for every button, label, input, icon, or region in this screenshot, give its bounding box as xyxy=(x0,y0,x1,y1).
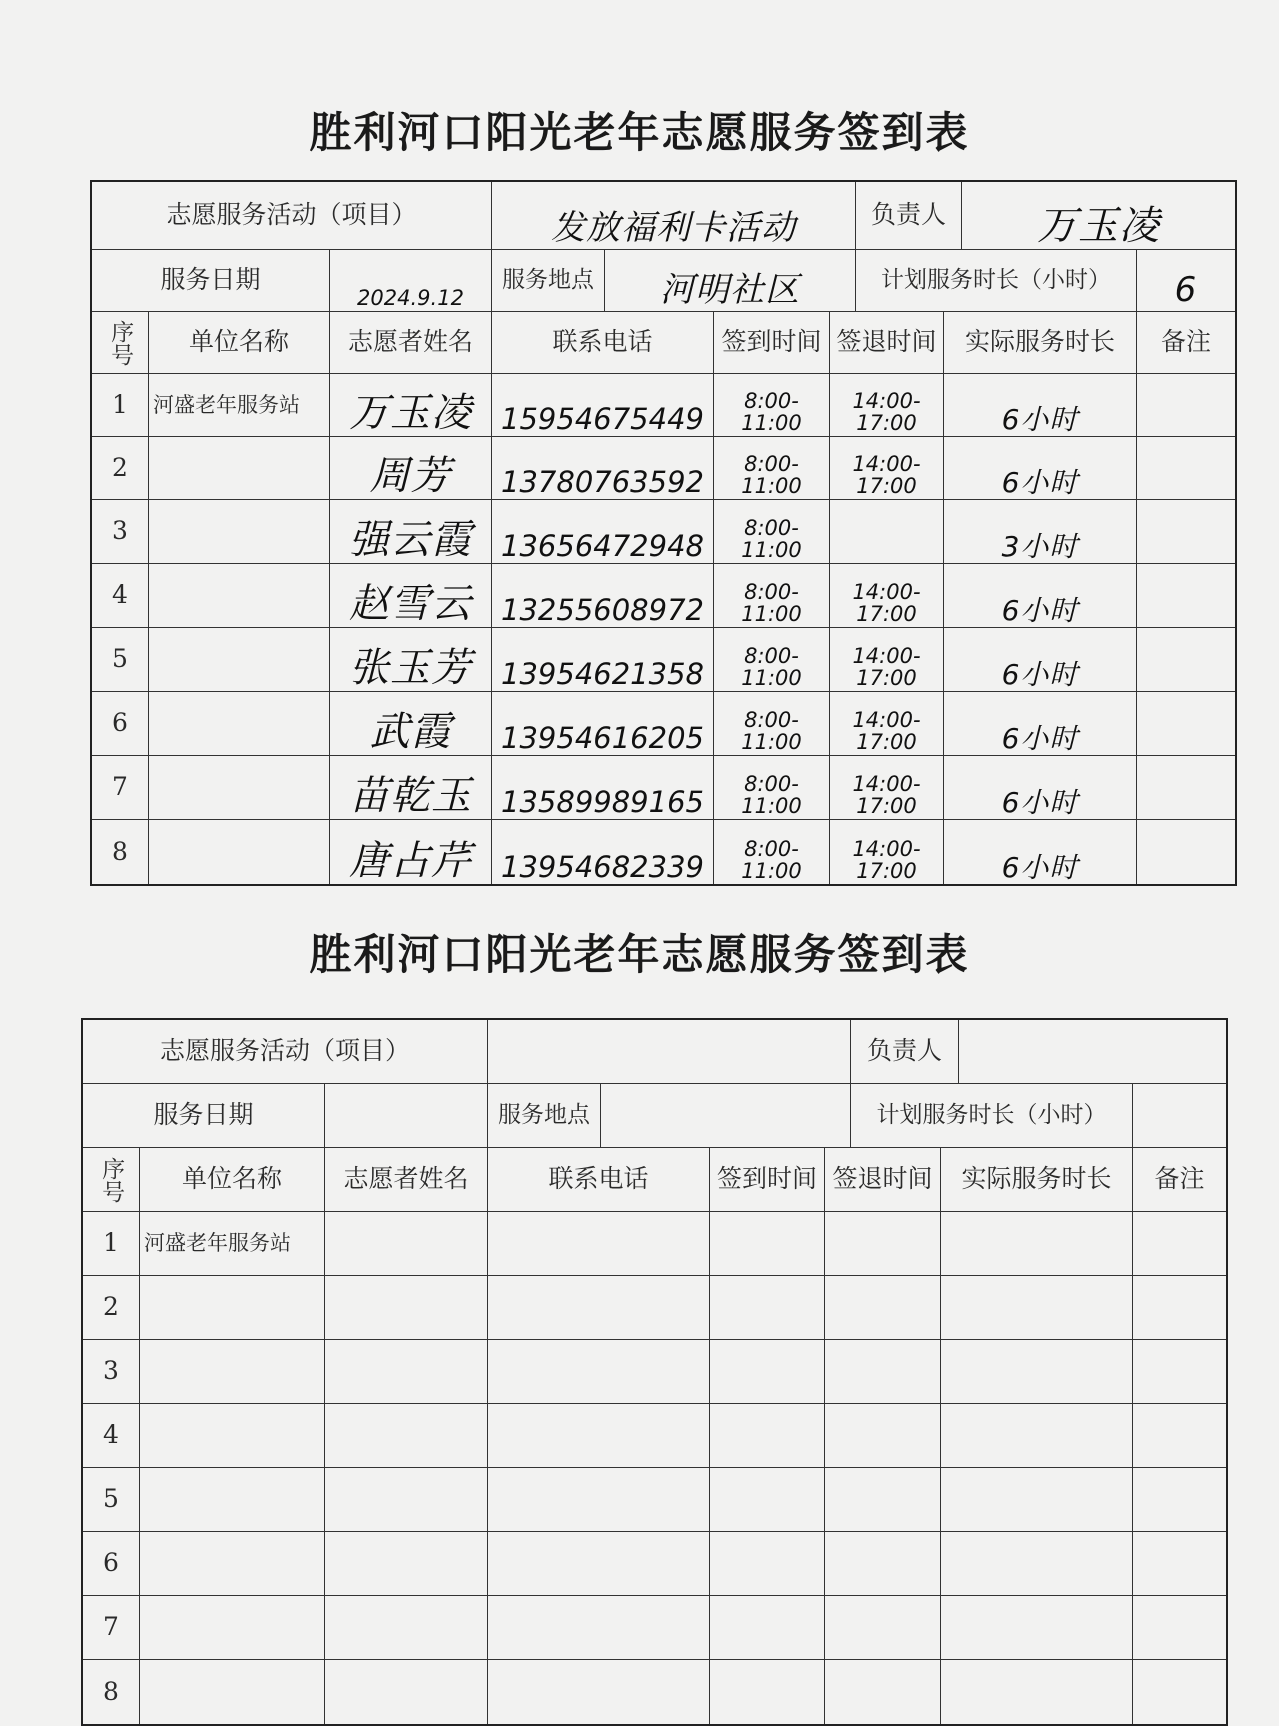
row-5-out[interactable]: 14:00-17:00 xyxy=(830,628,944,692)
row-3-note[interactable] xyxy=(1133,1340,1226,1404)
activity-value[interactable] xyxy=(488,1020,851,1084)
row-3-in[interactable] xyxy=(710,1340,825,1404)
row-5-unit xyxy=(149,628,330,692)
row-4-no: 4 xyxy=(92,564,149,628)
row-3-no: 3 xyxy=(92,500,149,564)
row-5-no: 5 xyxy=(83,1468,140,1532)
header-col-no: 序号 xyxy=(92,312,149,374)
header-col-checkout: 签退时间 xyxy=(825,1148,941,1212)
row-6-out[interactable]: 14:00-17:00 xyxy=(830,692,944,756)
leader-label: 负责人 xyxy=(856,182,962,250)
leader-value[interactable]: 万玉凌 xyxy=(962,182,1235,250)
row-3-out[interactable] xyxy=(830,500,944,564)
row-8-phone[interactable] xyxy=(488,1660,710,1724)
header-col-hours: 实际服务时长 xyxy=(941,1148,1133,1212)
row-4-hours[interactable]: 6小时 xyxy=(944,564,1137,628)
row-7-phone[interactable] xyxy=(488,1596,710,1660)
row-2-in[interactable]: 8:00-11:00 xyxy=(714,437,830,500)
place-value[interactable] xyxy=(601,1084,851,1148)
header-col-name: 志愿者姓名 xyxy=(325,1148,488,1212)
header-col-unit: 单位名称 xyxy=(149,312,330,374)
row-6-note[interactable] xyxy=(1133,1532,1226,1596)
row-2-name[interactable] xyxy=(325,1276,488,1340)
planned-hours-value[interactable]: 6 xyxy=(1137,250,1235,312)
sheet-title: 胜利河口阳光老年志愿服务签到表 xyxy=(309,930,970,979)
leader-value[interactable] xyxy=(959,1020,1226,1084)
row-3-unit xyxy=(140,1340,325,1404)
row-7-name[interactable] xyxy=(325,1596,488,1660)
row-1-name[interactable] xyxy=(325,1212,488,1276)
planned-hours-label: 计划服务时长（小时） xyxy=(856,250,1137,312)
row-6-phone[interactable] xyxy=(488,1532,710,1596)
row-4-unit xyxy=(149,564,330,628)
row-1-no: 1 xyxy=(83,1212,140,1276)
row-3-name[interactable] xyxy=(325,1340,488,1404)
activity-label: 志愿服务活动（项目） xyxy=(83,1020,488,1084)
row-2-hours[interactable] xyxy=(941,1276,1133,1340)
row-2-unit xyxy=(149,437,330,500)
row-1-hours[interactable] xyxy=(941,1212,1133,1276)
row-3-in[interactable]: 8:00-11:00 xyxy=(714,500,830,564)
row-2-name[interactable]: 周芳 xyxy=(330,437,492,500)
row-4-in[interactable]: 8:00-11:00 xyxy=(714,564,830,628)
row-6-in[interactable] xyxy=(710,1532,825,1596)
row-1-name[interactable]: 万玉凌 xyxy=(330,374,492,437)
header-col-phone: 联系电话 xyxy=(488,1148,710,1212)
row-3-hours[interactable] xyxy=(941,1340,1133,1404)
row-5-name[interactable] xyxy=(325,1468,488,1532)
row-7-hours[interactable] xyxy=(941,1596,1133,1660)
row-8-out[interactable]: 14:00-17:00 xyxy=(830,820,944,884)
activity-value[interactable]: 发放福利卡活动 xyxy=(492,182,856,250)
row-1-no: 1 xyxy=(92,374,149,437)
leader-label: 负责人 xyxy=(851,1020,959,1084)
row-8-hours[interactable]: 6小时 xyxy=(944,820,1137,884)
header-col-note: 备注 xyxy=(1137,312,1235,374)
date-label: 服务日期 xyxy=(92,250,330,312)
header-col-hours: 实际服务时长 xyxy=(944,312,1137,374)
row-6-phone[interactable]: 13954616205 xyxy=(492,692,714,756)
header-col-name: 志愿者姓名 xyxy=(330,312,492,374)
row-5-in[interactable] xyxy=(710,1468,825,1532)
row-6-hours[interactable] xyxy=(941,1532,1133,1596)
header-col-checkin: 签到时间 xyxy=(714,312,830,374)
row-2-note[interactable] xyxy=(1137,437,1235,500)
row-4-out[interactable]: 14:00-17:00 xyxy=(830,564,944,628)
row-7-no: 7 xyxy=(92,756,149,820)
row-8-phone[interactable]: 13954682339 xyxy=(492,820,714,884)
row-6-unit xyxy=(140,1532,325,1596)
row-3-note[interactable] xyxy=(1137,500,1235,564)
row-5-out[interactable] xyxy=(825,1468,941,1532)
row-8-note[interactable] xyxy=(1133,1660,1226,1724)
header-col-no: 序号 xyxy=(83,1148,140,1212)
row-1-phone[interactable] xyxy=(488,1212,710,1276)
row-1-unit: 河盛老年服务站 xyxy=(149,374,330,437)
row-5-in[interactable]: 8:00-11:00 xyxy=(714,628,830,692)
row-4-name[interactable]: 赵雪云 xyxy=(330,564,492,628)
activity-label: 志愿服务活动（项目） xyxy=(92,182,492,250)
row-8-out[interactable] xyxy=(825,1660,941,1724)
row-3-no: 3 xyxy=(83,1340,140,1404)
row-4-note[interactable] xyxy=(1133,1404,1226,1468)
row-1-in[interactable] xyxy=(710,1212,825,1276)
row-2-note[interactable] xyxy=(1133,1276,1226,1340)
signin-table xyxy=(81,1018,1228,1726)
row-1-unit: 河盛老年服务站 xyxy=(140,1212,325,1276)
row-4-hours[interactable] xyxy=(941,1404,1133,1468)
row-7-hours[interactable]: 6小时 xyxy=(944,756,1137,820)
row-5-phone[interactable]: 13954621358 xyxy=(492,628,714,692)
row-6-unit xyxy=(149,692,330,756)
row-4-unit xyxy=(140,1404,325,1468)
row-3-out[interactable] xyxy=(825,1340,941,1404)
row-1-note[interactable] xyxy=(1133,1212,1226,1276)
row-4-name[interactable] xyxy=(325,1404,488,1468)
row-2-out[interactable]: 14:00-17:00 xyxy=(830,437,944,500)
row-2-in[interactable] xyxy=(710,1276,825,1340)
row-6-no: 6 xyxy=(83,1532,140,1596)
header-col-unit: 单位名称 xyxy=(140,1148,325,1212)
row-4-no: 4 xyxy=(83,1404,140,1468)
row-5-phone[interactable] xyxy=(488,1468,710,1532)
place-label: 服务地点 xyxy=(488,1084,601,1148)
row-2-unit xyxy=(140,1276,325,1340)
row-8-note[interactable] xyxy=(1137,820,1235,884)
row-4-phone[interactable] xyxy=(488,1404,710,1468)
row-8-unit xyxy=(149,820,330,884)
row-8-in[interactable] xyxy=(710,1660,825,1724)
row-7-phone[interactable]: 13589989165 xyxy=(492,756,714,820)
row-3-hours[interactable]: 3小时 xyxy=(944,500,1137,564)
row-6-in[interactable]: 8:00-11:00 xyxy=(714,692,830,756)
row-8-in[interactable]: 8:00-11:00 xyxy=(714,820,830,884)
row-1-hours[interactable]: 6小时 xyxy=(944,374,1137,437)
row-7-in[interactable]: 8:00-11:00 xyxy=(714,756,830,820)
row-6-note[interactable] xyxy=(1137,692,1235,756)
row-5-hours[interactable]: 6小时 xyxy=(944,628,1137,692)
row-4-out[interactable] xyxy=(825,1404,941,1468)
row-5-note[interactable] xyxy=(1137,628,1235,692)
row-5-no: 5 xyxy=(92,628,149,692)
row-8-unit xyxy=(140,1660,325,1724)
row-6-name[interactable] xyxy=(325,1532,488,1596)
header-col-checkout: 签退时间 xyxy=(830,312,944,374)
row-6-name[interactable]: 武霞 xyxy=(330,692,492,756)
row-2-phone[interactable] xyxy=(488,1276,710,1340)
row-2-out[interactable] xyxy=(825,1276,941,1340)
row-7-out[interactable] xyxy=(825,1596,941,1660)
row-5-unit xyxy=(140,1468,325,1532)
date-label: 服务日期 xyxy=(83,1084,325,1148)
row-7-name[interactable]: 苗乾玉 xyxy=(330,756,492,820)
place-value[interactable]: 河明社区 xyxy=(605,250,856,312)
signin-table xyxy=(90,180,1237,886)
row-5-hours[interactable] xyxy=(941,1468,1133,1532)
row-2-no: 2 xyxy=(92,437,149,500)
row-8-no: 8 xyxy=(83,1660,140,1724)
row-3-phone[interactable]: 13656472948 xyxy=(492,500,714,564)
row-3-name[interactable]: 强云霞 xyxy=(330,500,492,564)
row-7-no: 7 xyxy=(83,1596,140,1660)
row-3-phone[interactable] xyxy=(488,1340,710,1404)
row-6-out[interactable] xyxy=(825,1532,941,1596)
row-4-phone[interactable]: 13255608972 xyxy=(492,564,714,628)
row-1-in[interactable]: 8:00-11:00 xyxy=(714,374,830,437)
row-4-in[interactable] xyxy=(710,1404,825,1468)
header-col-checkin: 签到时间 xyxy=(710,1148,825,1212)
row-8-name[interactable] xyxy=(325,1660,488,1724)
date-value[interactable] xyxy=(325,1084,488,1148)
row-7-unit xyxy=(140,1596,325,1660)
row-1-phone[interactable]: 15954675449 xyxy=(492,374,714,437)
row-7-note[interactable] xyxy=(1137,756,1235,820)
row-8-no: 8 xyxy=(92,820,149,884)
header-col-note: 备注 xyxy=(1133,1148,1226,1212)
row-7-note[interactable] xyxy=(1133,1596,1226,1660)
row-1-out[interactable]: 14:00-17:00 xyxy=(830,374,944,437)
row-3-unit xyxy=(149,500,330,564)
row-7-unit xyxy=(149,756,330,820)
row-1-note[interactable] xyxy=(1137,374,1235,437)
planned-hours-label: 计划服务时长（小时） xyxy=(851,1084,1133,1148)
row-7-in[interactable] xyxy=(710,1596,825,1660)
row-4-note[interactable] xyxy=(1137,564,1235,628)
header-col-phone: 联系电话 xyxy=(492,312,714,374)
row-1-out[interactable] xyxy=(825,1212,941,1276)
row-5-note[interactable] xyxy=(1133,1468,1226,1532)
sheet-title: 胜利河口阳光老年志愿服务签到表 xyxy=(309,108,970,157)
row-6-no: 6 xyxy=(92,692,149,756)
place-label: 服务地点 xyxy=(492,250,605,312)
row-2-hours[interactable]: 6小时 xyxy=(944,437,1137,500)
row-8-name[interactable]: 唐占芹 xyxy=(330,820,492,884)
row-5-name[interactable]: 张玉芳 xyxy=(330,628,492,692)
row-2-no: 2 xyxy=(83,1276,140,1340)
row-6-hours[interactable]: 6小时 xyxy=(944,692,1137,756)
date-value[interactable]: 2024.9.12 xyxy=(330,250,492,312)
row-8-hours[interactable] xyxy=(941,1660,1133,1724)
planned-hours-value[interactable] xyxy=(1133,1084,1226,1148)
row-2-phone[interactable]: 13780763592 xyxy=(492,437,714,500)
row-7-out[interactable]: 14:00-17:00 xyxy=(830,756,944,820)
